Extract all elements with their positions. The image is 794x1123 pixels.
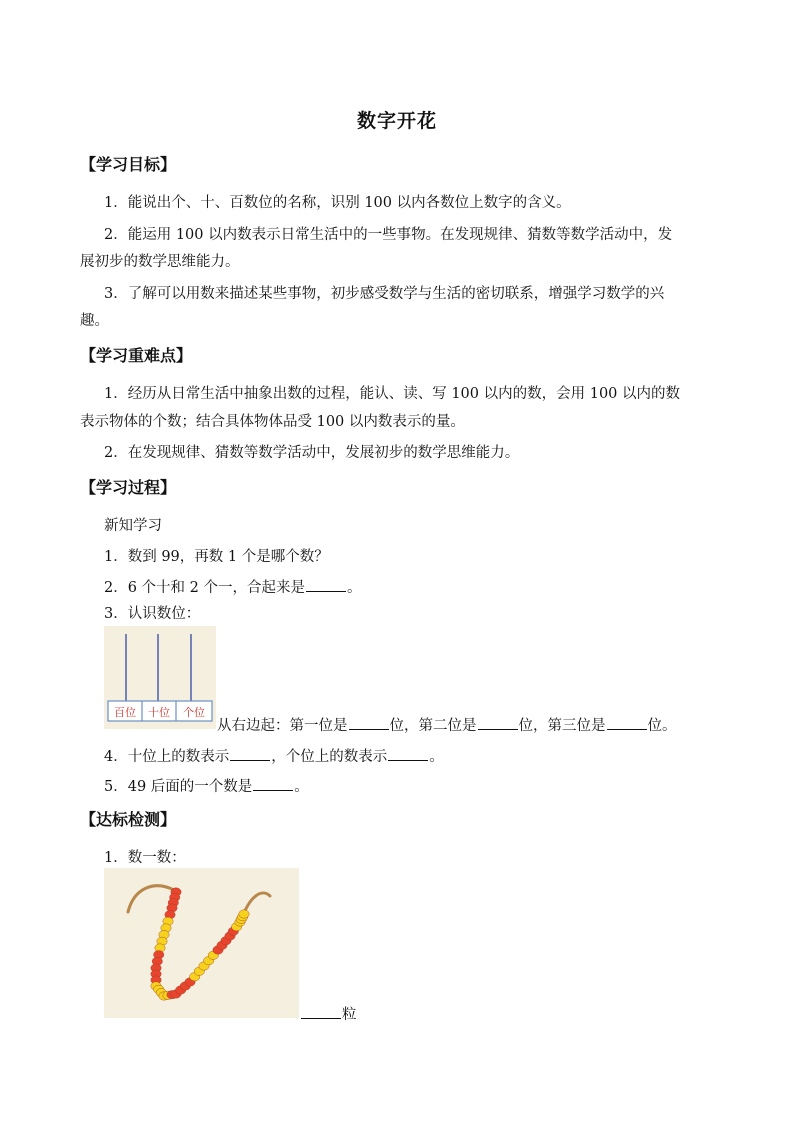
check-question-1: 1．数一数： <box>104 850 186 866</box>
tens-label: 十位 <box>148 706 170 719</box>
question-2-text: 2．6 个十和 2 个一，合起来是 <box>104 580 306 596</box>
process-question-3-answer <box>217 715 677 736</box>
bead-string-image <box>104 868 299 1018</box>
process-question-3: 3．认识数位： <box>104 606 201 622</box>
answer-blank[interactable] <box>253 776 293 791</box>
answer-blank[interactable] <box>306 577 346 592</box>
question-3-part-a: 从右边起：第一位是 <box>217 718 348 734</box>
image-background <box>104 868 299 1018</box>
keypoint-item-1-line-1: 1．经历从日常生活中抽象出数的过程，能认、读、写 100 以内的数，会用 100 以内的数 <box>104 386 681 402</box>
answer-blank[interactable] <box>301 1004 341 1019</box>
question-2-end: 。 <box>347 580 362 596</box>
page-title: 数字开花 <box>356 110 437 132</box>
goal-item-3-line-1: 3．了解可以用数来描述某些事物，初步感受数学与生活的密切联系，增强学习数学的兴 <box>104 286 665 302</box>
process-question-2 <box>104 577 362 598</box>
goal-item-3-line-2: 趣。 <box>80 313 109 329</box>
hundreds-label: 百位 <box>114 706 136 719</box>
answer-blank[interactable] <box>349 715 389 730</box>
unit-label: 粒 <box>342 1007 357 1023</box>
keypoint-item-2: 2．在发现规律、猜数等数学活动中，发展初步的数学思维能力。 <box>104 445 520 461</box>
answer-blank[interactable] <box>478 715 518 730</box>
keypoint-item-1-line-2: 表示物体的个数；结合具体物体品受 100 以内数表示的量。 <box>80 414 465 430</box>
place-value-image <box>104 626 216 729</box>
bead-count-answer <box>300 1004 357 1025</box>
process-subheading: 新知学习 <box>104 518 162 534</box>
answer-blank[interactable] <box>230 746 270 761</box>
answer-blank[interactable] <box>388 746 428 761</box>
bead <box>239 910 249 918</box>
process-question-1: 1．数到 99，再数 1 个是哪个数？ <box>104 549 329 565</box>
section-heading-process: 【学习过程】 <box>80 478 177 497</box>
question-5-text: 5．49 后面的一个数是 <box>104 779 253 795</box>
question-3-part-b: 位，第二位是 <box>389 718 477 734</box>
question-5-end: 。 <box>294 779 309 795</box>
goal-item-1: 1．能说出个、十、百数位的名称，识别 100 以内各数位上数字的含义。 <box>104 195 571 211</box>
goal-item-2-line-1: 2．能运用 100 以内数表示日常生活中的一些事物。在发现规律、猜数等数学活动中，发 <box>104 227 673 243</box>
process-question-5 <box>104 776 309 797</box>
answer-blank[interactable] <box>607 715 647 730</box>
section-heading-keypoints: 【学习重难点】 <box>80 346 193 365</box>
section-heading-check: 【达标检测】 <box>80 810 177 829</box>
question-3-part-d: 位。 <box>647 718 677 734</box>
ones-label: 个位 <box>183 706 205 719</box>
process-question-4 <box>104 746 444 767</box>
section-heading-goals: 【学习目标】 <box>80 155 177 174</box>
goal-item-2-line-2: 展初步的数学思维能力。 <box>80 254 240 270</box>
question-4-part-a: 4．十位上的数表示 <box>104 749 230 765</box>
question-4-part-c: 。 <box>429 749 444 765</box>
question-3-part-c: 位，第三位是 <box>518 718 606 734</box>
question-4-part-b: ，个位上的数表示 <box>271 749 388 765</box>
